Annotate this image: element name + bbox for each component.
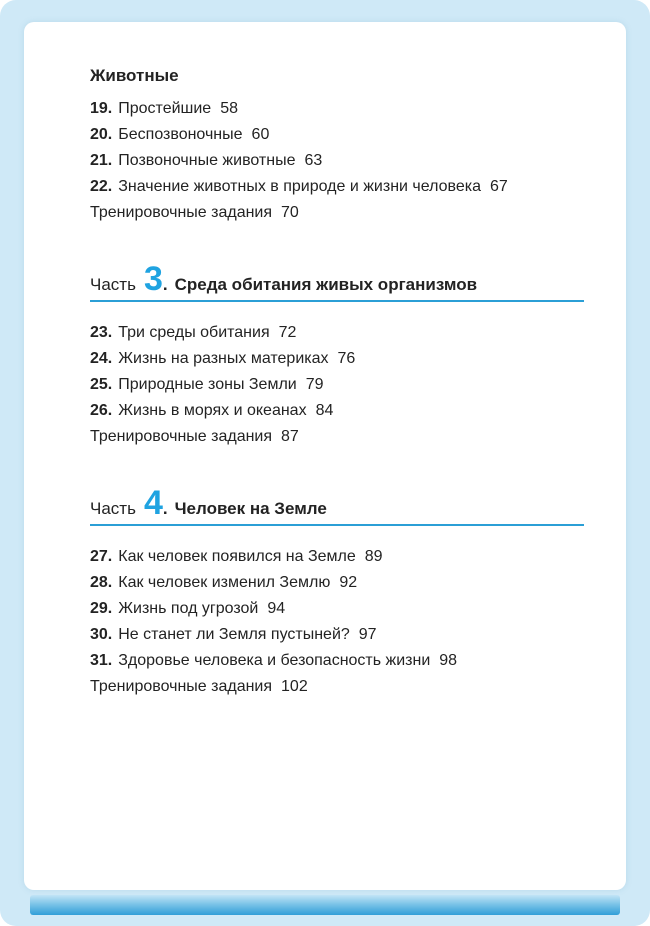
item-page: 87 xyxy=(281,428,299,445)
item-title: Здоровье человека и безопасность жизни xyxy=(118,652,431,669)
toc-row xyxy=(90,96,584,122)
item-number: 19. xyxy=(90,100,113,117)
item-title: Значение животных в природе и жизни человека xyxy=(118,178,481,195)
toc-row xyxy=(90,544,584,570)
item-number: 28. xyxy=(90,574,113,591)
item-title: Как человек появился на Земле xyxy=(118,548,356,565)
toc-section-part-3 xyxy=(90,260,584,450)
item-page: 94 xyxy=(267,600,286,617)
item-number: 21. xyxy=(90,152,113,169)
item-title: Позвоночные животные xyxy=(118,152,296,169)
part-number: 3 xyxy=(143,260,163,298)
item-title: Тренировочные задания xyxy=(90,678,273,695)
item-number: 31. xyxy=(90,652,113,669)
item-page: 97 xyxy=(358,626,377,643)
toc-row xyxy=(90,570,584,596)
item-page: 92 xyxy=(339,574,358,591)
part-heading xyxy=(90,484,584,526)
toc-row-training xyxy=(90,200,584,226)
book-page xyxy=(24,22,626,890)
part-title: Человек на Земле xyxy=(174,499,327,518)
toc-section-animals xyxy=(90,66,584,226)
item-page: 60 xyxy=(251,126,270,143)
item-page: 98 xyxy=(439,652,458,669)
toc-row xyxy=(90,372,584,398)
part-title: Среда обитания живых организмов xyxy=(174,275,478,294)
item-title: Не станет ли Земля пустыней? xyxy=(118,626,350,643)
item-number: 20. xyxy=(90,126,113,143)
toc-row xyxy=(90,398,584,424)
item-page: 102 xyxy=(281,678,308,695)
item-number: 23. xyxy=(90,324,113,341)
toc-row xyxy=(90,148,584,174)
item-page: 79 xyxy=(305,376,324,393)
item-title: Три среды обитания xyxy=(118,324,270,341)
item-number: 30. xyxy=(90,626,113,643)
table-of-contents xyxy=(90,66,584,700)
item-page: 70 xyxy=(281,204,299,221)
item-title: Тренировочные задания xyxy=(90,204,273,221)
toc-row xyxy=(90,174,584,200)
item-page: 76 xyxy=(337,350,356,367)
toc-row xyxy=(90,320,584,346)
toc-row xyxy=(90,346,584,372)
item-title: Тренировочные задания xyxy=(90,428,273,445)
item-title: Как человек изменил Землю xyxy=(118,574,331,591)
toc-row-training xyxy=(90,424,584,450)
toc-section-part-4 xyxy=(90,484,584,700)
part-dot: . xyxy=(162,499,168,518)
item-number: 29. xyxy=(90,600,113,617)
item-page: 72 xyxy=(278,324,297,341)
item-page: 67 xyxy=(490,178,508,195)
section-subheading: Животные xyxy=(90,66,179,85)
page-bottom-edge xyxy=(30,895,620,915)
item-title: Жизнь в морях и океанах xyxy=(118,402,307,419)
part-number: 4 xyxy=(143,484,163,522)
item-page: 84 xyxy=(315,402,334,419)
part-label: Часть xyxy=(90,275,136,294)
item-number: 25. xyxy=(90,376,113,393)
toc-row xyxy=(90,622,584,648)
item-number: 22. xyxy=(90,178,113,195)
part-label: Часть xyxy=(90,499,136,518)
item-page: 89 xyxy=(364,548,383,565)
item-number: 24. xyxy=(90,350,113,367)
item-number: 26. xyxy=(90,402,113,419)
item-title: Беспозвоночные xyxy=(118,126,243,143)
item-page: 63 xyxy=(304,152,323,169)
toc-row xyxy=(90,648,584,674)
item-title: Жизнь на разных материках xyxy=(118,350,329,367)
item-title: Природные зоны Земли xyxy=(118,376,297,393)
item-title: Жизнь под угрозой xyxy=(118,600,259,617)
part-dot: . xyxy=(162,275,168,294)
item-number: 27. xyxy=(90,548,113,565)
item-title: Простейшие xyxy=(118,100,212,117)
toc-row-training xyxy=(90,674,584,700)
item-page: 58 xyxy=(220,100,238,117)
part-heading xyxy=(90,260,584,302)
toc-row xyxy=(90,122,584,148)
toc-row xyxy=(90,596,584,622)
